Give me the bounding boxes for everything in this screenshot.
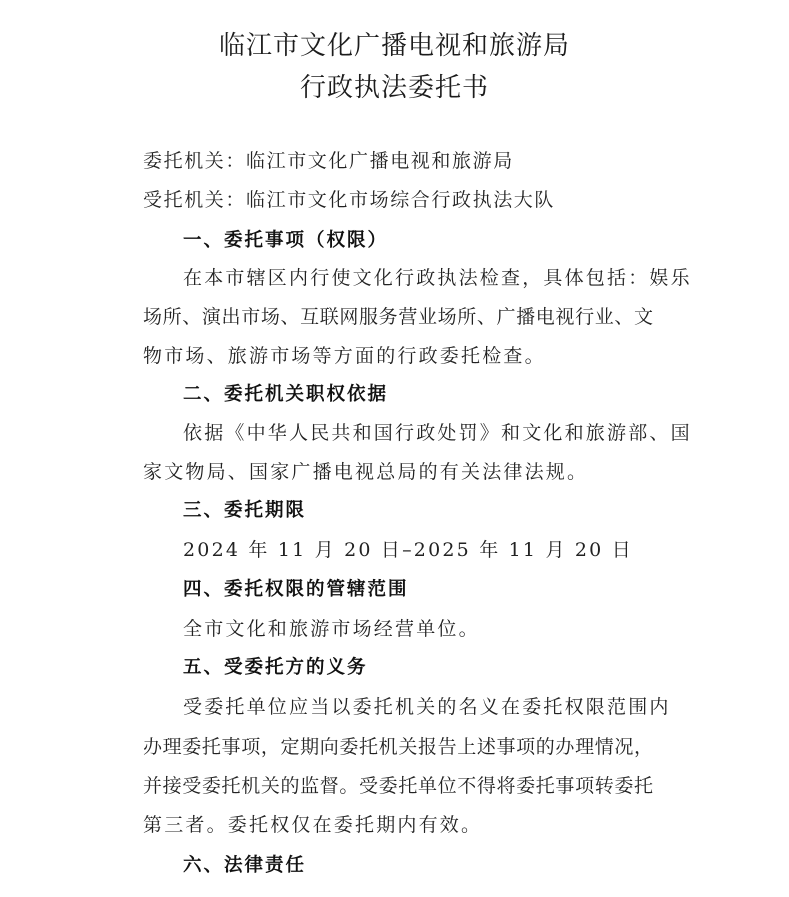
document-title-line-1: 临江市文化广播电视和旅游局 <box>218 31 570 61</box>
entrusted-authority: 受托机关：临江市文化市场综合行政执法大队 <box>143 189 556 211</box>
section-3-line-1: 2024 年 11 月 20 日–2025 年 11 月 20 日 <box>183 539 633 561</box>
section-4-heading: 四、委托权限的管辖范围 <box>183 579 409 600</box>
section-4-line-1: 全市文化和旅游市场经营单位。 <box>183 618 480 640</box>
entrusting-authority: 委托机关：临江市文化广播电视和旅游局 <box>143 150 514 172</box>
section-5-line-3: 并接受委托机关的监督。受委托单位不得将委托事项转委托 <box>143 775 653 797</box>
section-5-line-1: 受委托单位应当以委托机关的名义在委托权限范围内 <box>183 696 671 718</box>
document-title-line-2: 行政执法委托书 <box>299 73 489 103</box>
section-5-heading: 五、受委托方的义务 <box>183 657 368 678</box>
section-5-line-2: 办理委托事项，定期向委托机关报告上述事项的办理情况， <box>143 736 653 758</box>
section-1-line-3: 物市场、旅游市场等方面的行政委托检查。 <box>143 345 546 367</box>
section-1-line-1: 在本市辖区内行使文化行政执法检查，具体包括：娱乐 <box>183 267 692 289</box>
section-2-heading: 二、委托机关职权依据 <box>183 384 389 405</box>
section-3-heading: 三、委托期限 <box>183 500 307 521</box>
section-6-heading: 六、法律责任 <box>183 855 307 876</box>
section-1-heading: 一、委托事项（权限） <box>183 230 389 251</box>
section-2-line-2: 家文物局、国家广播电视总局的有关法律法规。 <box>143 461 589 483</box>
section-5-line-4: 第三者。委托权仅在委托期内有效。 <box>143 814 483 836</box>
section-2-line-1: 依据《中华人民共和国行政处罚》和文化和旅游部、国 <box>183 422 692 444</box>
section-1-line-2: 场所、演出市场、互联网服务营业场所、广播电视行业、文 <box>143 306 653 328</box>
